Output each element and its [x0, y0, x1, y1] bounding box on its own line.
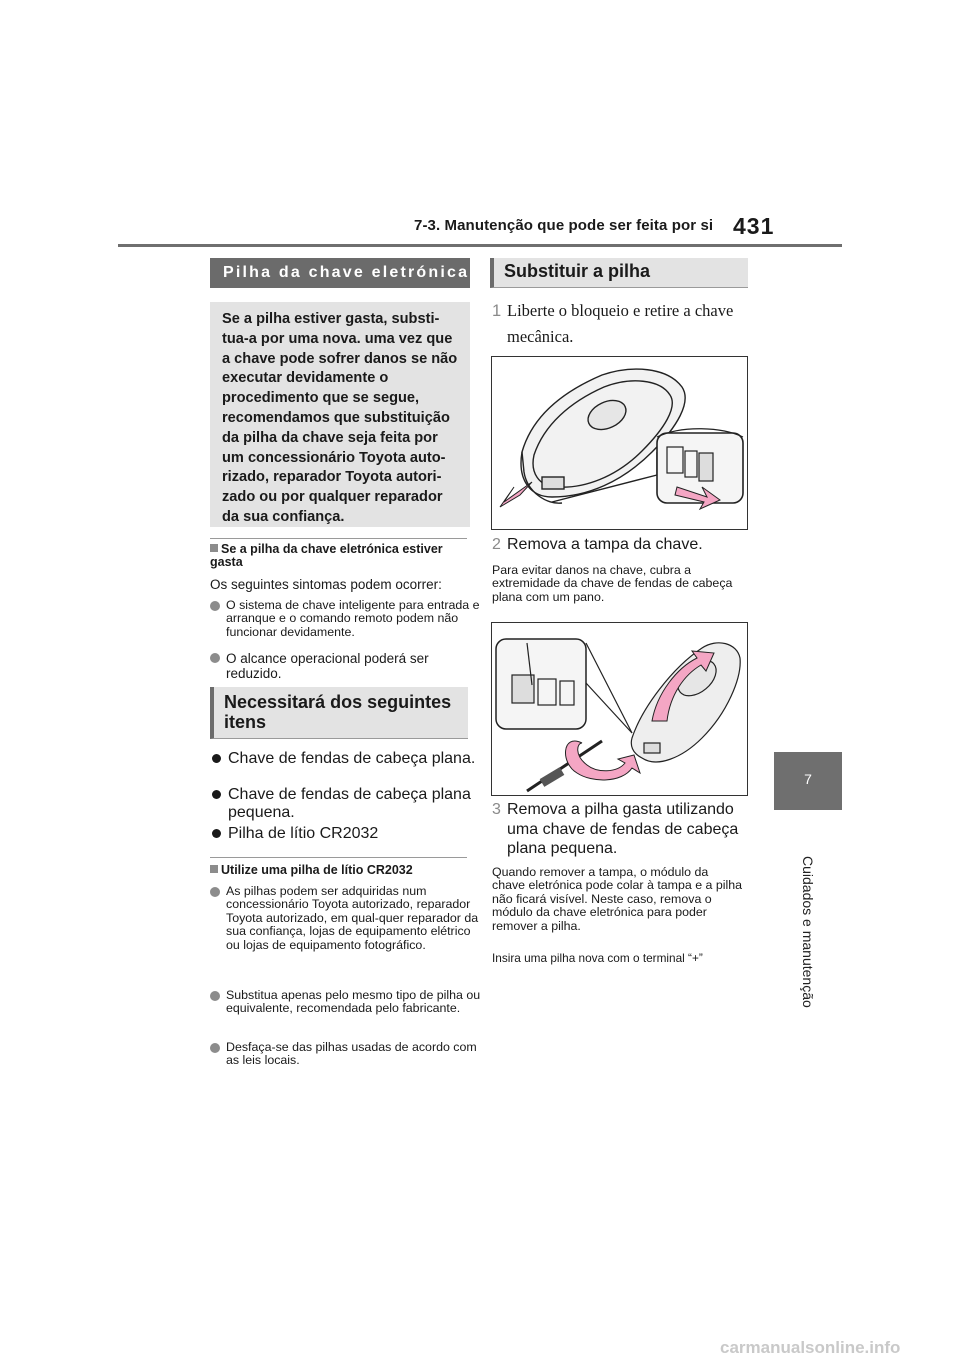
bullet-icon [210, 1043, 220, 1053]
divider [210, 538, 467, 539]
subheading-battery-low: Se a pilha da chave eletrónica estiver gasta [210, 542, 443, 569]
bullet-icon [210, 887, 220, 897]
list-item: O sistema de chave inteligente para entrada e arranque e o comando remoto podem não funcionar devidamente. [210, 599, 484, 639]
list-item: Pilha de lítio CR2032 [212, 825, 478, 843]
bullet-icon [212, 829, 221, 838]
divider [210, 857, 467, 858]
bullet-icon [212, 790, 221, 799]
list-item: As pilhas podem ser adquiridas num concessionário Toyota autorizado, reparador Toyota autorizado, em qual-quer reparador da sua confiança, lojas de equipamento elétrico ou lojas de equipamento fotográfico. [210, 885, 484, 952]
list-item: Chave de fendas de cabeça plana pequena. [212, 786, 478, 821]
bullet-icon [210, 991, 220, 1001]
list-item: Substitua apenas pelo mesmo tipo de pilha ou equivalente, recomendada pelo fabricante. [210, 989, 484, 1016]
step-2-note: Para evitar danos na chave, cubra a extremidade da chave de fendas de cabeça plana com um pano. [492, 563, 733, 604]
step-2: 2 Remova a tampa da chave. [492, 536, 703, 553]
info-box-text: Se a pilha estiver gasta, substi-tua-a por uma nova. uma vez que a chave pode sofrer danos se não executar devidamente o procedimento que se segue, recomendamos que substituição da pilha da chave seja feita por um concessionário Toyota auto-rizado, reparador Toyota autori-zado ou por qualquer reparador da sua confiança. [222, 311, 458, 525]
figure-remove-mechanical-key [491, 356, 748, 530]
section-title-replace-battery: Substituir a pilha [490, 258, 748, 288]
step-3-note: Quando remover a tampa, o módulo da chave eletrónica pode colar à tampa e a pilha não ficará visível. Neste caso, remova o módulo da chave eletrónica para poder remover a pilha. [492, 865, 743, 933]
figure-remove-key-cover [491, 622, 748, 796]
step-number: 3 [492, 801, 501, 818]
watermark: carmanualsonline.info [720, 1338, 901, 1357]
section-title-key-battery: Pilha da chave eletrónica [210, 258, 470, 288]
step-4-fragment: Insira uma pilha nova com o terminal “+” [492, 951, 703, 965]
header-rule [118, 244, 842, 247]
symptoms-intro: Os seguintes sintomas podem ocorrer: [210, 577, 442, 592]
key-fob-illustration [492, 357, 747, 529]
step-number: 1 [492, 302, 502, 320]
chapter-label: Cuidados e manutenção [800, 856, 816, 1008]
chapter-number: 7 [804, 771, 812, 787]
bullet-icon [210, 653, 220, 663]
list-item: Desfaça-se das pilhas usadas de acordo com as leis locais. [210, 1041, 484, 1068]
square-bullet-icon [210, 544, 218, 552]
bullet-icon [212, 754, 221, 763]
list-item: O alcance operacional poderá ser reduzido. [210, 651, 484, 681]
key-cover-illustration [492, 623, 747, 795]
info-box [210, 302, 470, 527]
page-number: 431 [733, 213, 775, 239]
step-1: 1 Liberte o bloqueio e retire a chave mecânica. [492, 298, 757, 350]
step-3: 3 Remova a pilha gasta utilizando uma chave de fendas de cabeça plana pequena. [492, 801, 739, 857]
section-title-items-needed: Necessitará dos seguintes itens [210, 687, 468, 739]
subheading-use-cr2032: Utilize uma pilha de lítio CR2032 [210, 864, 470, 877]
running-header-title: 7-3. Manutenção que pode ser feita por si [414, 217, 714, 234]
list-item: Chave de fendas de cabeça plana. [212, 750, 478, 768]
step-number: 2 [492, 536, 501, 553]
bullet-icon [210, 601, 220, 611]
square-bullet-icon [210, 865, 218, 873]
